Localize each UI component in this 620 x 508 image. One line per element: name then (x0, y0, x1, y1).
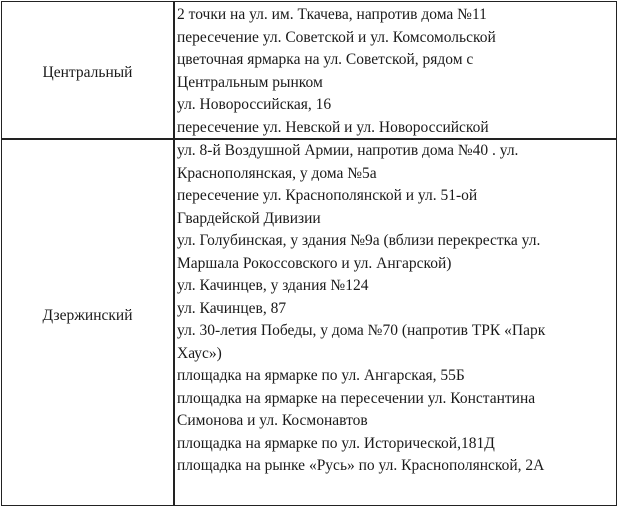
address-line: пересечение ул. Краснополянской и ул. 51-ой (177, 187, 478, 204)
address-line: Хаус») (177, 344, 222, 362)
address-line: Гвардейской Дивизии (177, 209, 321, 227)
address-line: ул. 30-летия Победы, у дома №70 (напротив ТРК «Парк (177, 322, 546, 339)
district-name: Центральный (42, 64, 133, 81)
address-line: Краснополянская, у дома №5а (177, 164, 377, 182)
address-line: ул. Качинцев, 87 (177, 299, 287, 317)
address-line: площадка на ярмарке по ул. Ангарская, 55Б (177, 367, 465, 384)
district-name: Дзержинский (42, 307, 133, 324)
address-line: ул. Голубинская, у здания №9а (вблизи перекрестка ул. (177, 232, 541, 249)
address-list (177, 4, 613, 139)
locations-table (1, 1, 617, 506)
address-line: площадка на ярмарке по ул. Исторической,181Д (177, 434, 495, 452)
address-line: пересечение ул. Советской и ул. Комсомольской (177, 28, 496, 46)
address-line: цветочная ярмарка на ул. Советской, рядом с (177, 51, 474, 68)
address-line: 2 точки на ул. им. Ткачева, напротив дома №11 (177, 6, 487, 23)
address-line: Центральным рынком (177, 73, 323, 91)
address-line: Маршала Рокоссовского и ул. Ангарской) (177, 254, 452, 272)
address-line: Симонова и ул. Космонавтов (177, 412, 368, 429)
column-divider (173, 2, 175, 505)
address-list (177, 140, 613, 478)
address-line: ул. Новороссийская, 16 (177, 96, 332, 113)
address-line: площадка на ярмарке на пересечении ул. Константина (177, 389, 536, 407)
address-line: ул. Качинцев, у здания №124 (177, 277, 369, 294)
address-line: пересечение ул. Невской и ул. Новороссийской (177, 118, 489, 136)
address-line: ул. 8-й Воздушной Армии, напротив дома №40 . ул. (177, 142, 519, 159)
address-line: площадка на рынке «Русь» по ул. Краснополянской, 2А (177, 457, 545, 474)
